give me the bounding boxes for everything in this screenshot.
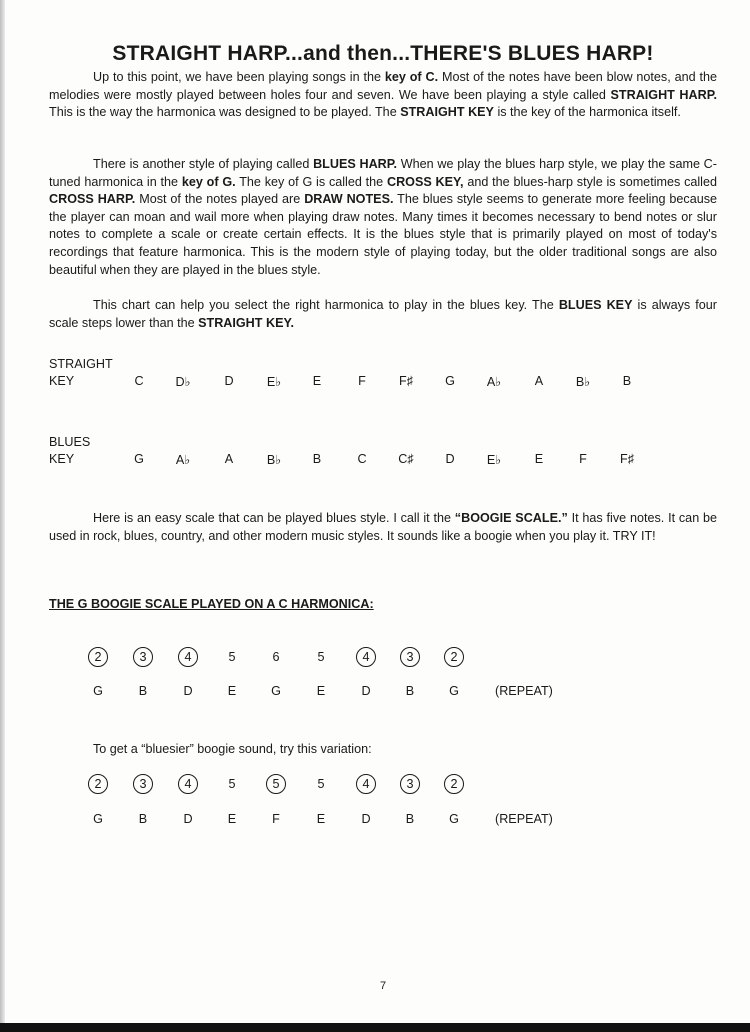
draw-hole-number: 2	[88, 774, 108, 794]
para4-bold-1: “BOOGIE SCALE.”	[454, 511, 568, 525]
blues-key-note: B	[312, 452, 322, 466]
straight-key-note: E♭	[266, 375, 282, 389]
para2-bold-4: CROSS HARP.	[49, 192, 136, 207]
blow-hole-number: 6	[272, 650, 280, 664]
bottom-scan-bar	[0, 1023, 750, 1032]
blues-key-note: G	[134, 452, 144, 466]
para4-text-2: It has five notes. It can be used in rock, blues, country, and other modern music styles. It sounds like a boogie when you play it. TRY IT!	[49, 511, 718, 543]
draw-hole-number: 4	[178, 647, 198, 667]
straight-key-row	[49, 357, 717, 391]
blues-key-note: D	[445, 452, 455, 466]
scale1-repeat-label: (REPEAT)	[495, 684, 553, 698]
straight-key-note: C	[134, 374, 144, 388]
scale-note-name: E	[227, 812, 237, 826]
blues-key-note: A♭	[175, 453, 191, 467]
draw-hole-number: 2	[444, 774, 464, 794]
scale-note-name: D	[361, 812, 371, 826]
para2-text-5: Most of the notes played are	[135, 192, 305, 207]
scale-note-name: D	[361, 684, 371, 698]
straight-key-note: B♭	[575, 375, 591, 389]
para3-bold-1: BLUES KEY	[558, 298, 633, 312]
scale-note-name: D	[183, 684, 193, 698]
paragraph-straight-harp	[49, 69, 717, 122]
scale1-note-row	[49, 684, 717, 702]
scale-note-name: G	[271, 684, 281, 698]
blues-key-note: A	[224, 452, 234, 466]
para3-bold-2: STRAIGHT KEY.	[198, 315, 294, 330]
para2-text-3: The key of G is called the	[235, 174, 387, 189]
draw-hole-number: 4	[356, 647, 376, 667]
para1-bold-3: STRAIGHT KEY	[400, 105, 494, 120]
paragraph-boogie-scale	[49, 510, 717, 545]
draw-hole-number: 3	[133, 774, 153, 794]
para2-bold-2: key of G.	[181, 174, 236, 189]
straight-key-note: B	[622, 374, 632, 388]
para1-bold-2: STRAIGHT HARP.	[610, 87, 717, 102]
draw-hole-number: 2	[88, 647, 108, 667]
blues-key-label-line2: KEY	[49, 452, 75, 466]
straight-key-note: F♯	[399, 374, 413, 388]
scale2-hole-row	[49, 774, 717, 798]
blow-hole-number: 5	[228, 650, 236, 664]
blues-key-note: F♯	[620, 452, 634, 466]
paragraph-chart-intro	[49, 297, 717, 332]
blues-key-row	[49, 435, 717, 469]
para2-text-2: When we play the blues harp style, we play the same C-tuned harmonica in the	[49, 157, 717, 189]
straight-key-note: D	[224, 374, 234, 388]
straight-key-label-line2: KEY	[49, 374, 75, 388]
blow-hole-number: 5	[228, 777, 236, 791]
para2-bold-1: BLUES HARP.	[313, 157, 398, 171]
paragraph-blues-harp	[49, 156, 717, 279]
blues-key-note: C	[357, 452, 367, 466]
scale-note-name: G	[93, 812, 103, 826]
draw-hole-number: 4	[356, 774, 376, 794]
scale2-repeat-label: (REPEAT)	[495, 812, 553, 826]
draw-hole-number: 2	[444, 647, 464, 667]
blues-key-note: E♭	[486, 453, 502, 467]
para2-text-4: and the blues-harp style is sometimes called	[463, 174, 717, 189]
page-title: STRAIGHT HARP...and then...THERE'S BLUES HARP!	[112, 42, 654, 65]
para3-text-2: is always four scale steps lower than the	[49, 298, 717, 330]
draw-hole-number: 5	[266, 774, 286, 794]
blow-hole-number: 5	[317, 777, 325, 791]
scale-note-name: E	[227, 684, 237, 698]
straight-key-note: A	[534, 374, 544, 388]
page-number: 7	[379, 980, 387, 992]
scale-note-name: G	[449, 684, 459, 698]
scale-note-name: B	[138, 812, 148, 826]
draw-hole-number: 3	[400, 647, 420, 667]
variation-intro	[49, 741, 717, 759]
para2-bold-3: CROSS KEY,	[386, 174, 464, 189]
para1-text-4: is the key of the harmonica itself.	[493, 105, 681, 120]
scale-note-name: F	[272, 812, 280, 826]
blues-key-note: E	[534, 452, 544, 466]
page-edge-shadow	[0, 0, 5, 1032]
scale-note-name: G	[93, 684, 103, 698]
scale-note-name: B	[405, 684, 415, 698]
draw-hole-number: 3	[400, 774, 420, 794]
straight-key-note: F	[358, 374, 366, 388]
scale-note-name: G	[449, 812, 459, 826]
straight-key-note: G	[445, 374, 455, 388]
blues-key-label-line1: BLUES	[49, 435, 91, 449]
scale-note-name: E	[316, 812, 326, 826]
boogie-scale-heading: THE G BOOGIE SCALE PLAYED ON A C HARMONICA:	[49, 597, 374, 611]
scale1-hole-row	[49, 647, 717, 671]
draw-hole-number: 4	[178, 774, 198, 794]
para3-text-1: This chart can help you select the right harmonica to play in the blues key. The	[93, 298, 559, 312]
para1-text-3: This is the way the harmonica was designed to be played. The	[49, 105, 401, 120]
scale2-note-row	[49, 812, 717, 830]
variation-intro-text: To get a “bluesier” boogie sound, try this variation:	[93, 742, 372, 756]
para1-bold-1: key of C.	[384, 70, 439, 84]
para4-text-1: Here is an easy scale that can be played blues style. I call it the	[93, 511, 455, 525]
straight-key-label-line1: STRAIGHT	[49, 357, 113, 371]
straight-key-note: A♭	[486, 375, 502, 389]
para1-text-2: Most of the notes have been blow notes, and the melodies were mostly played between holes four and seven. We have been playing a style called	[49, 70, 717, 102]
scale-note-name: E	[316, 684, 326, 698]
blues-key-note: F	[579, 452, 587, 466]
para1-text-1: Up to this point, we have been playing songs in the	[93, 70, 385, 84]
scale-note-name: B	[138, 684, 148, 698]
para2-text-1: There is another style of playing called	[93, 157, 314, 171]
straight-key-note: D♭	[175, 375, 191, 389]
para2-bold-5: DRAW NOTES.	[304, 192, 394, 207]
scale-note-name: D	[183, 812, 193, 826]
straight-key-note: E	[312, 374, 322, 388]
para2-text-6: The blues style seems to generate more feeling because the player can moan and wail more when playing draw notes. Many times it becomes necessary to bend notes or slur notes to complete a scale or create certain effects. It is the blues style that is primarily played on most of today's recordings that feature harmonica. This is the modern style of playing today, but the older traditional songs are also beautiful when they are played in the blues style.	[49, 192, 718, 277]
blow-hole-number: 5	[317, 650, 325, 664]
scale-note-name: B	[405, 812, 415, 826]
draw-hole-number: 3	[133, 647, 153, 667]
blues-key-note: C♯	[398, 452, 414, 466]
blues-key-note: B♭	[266, 453, 282, 467]
